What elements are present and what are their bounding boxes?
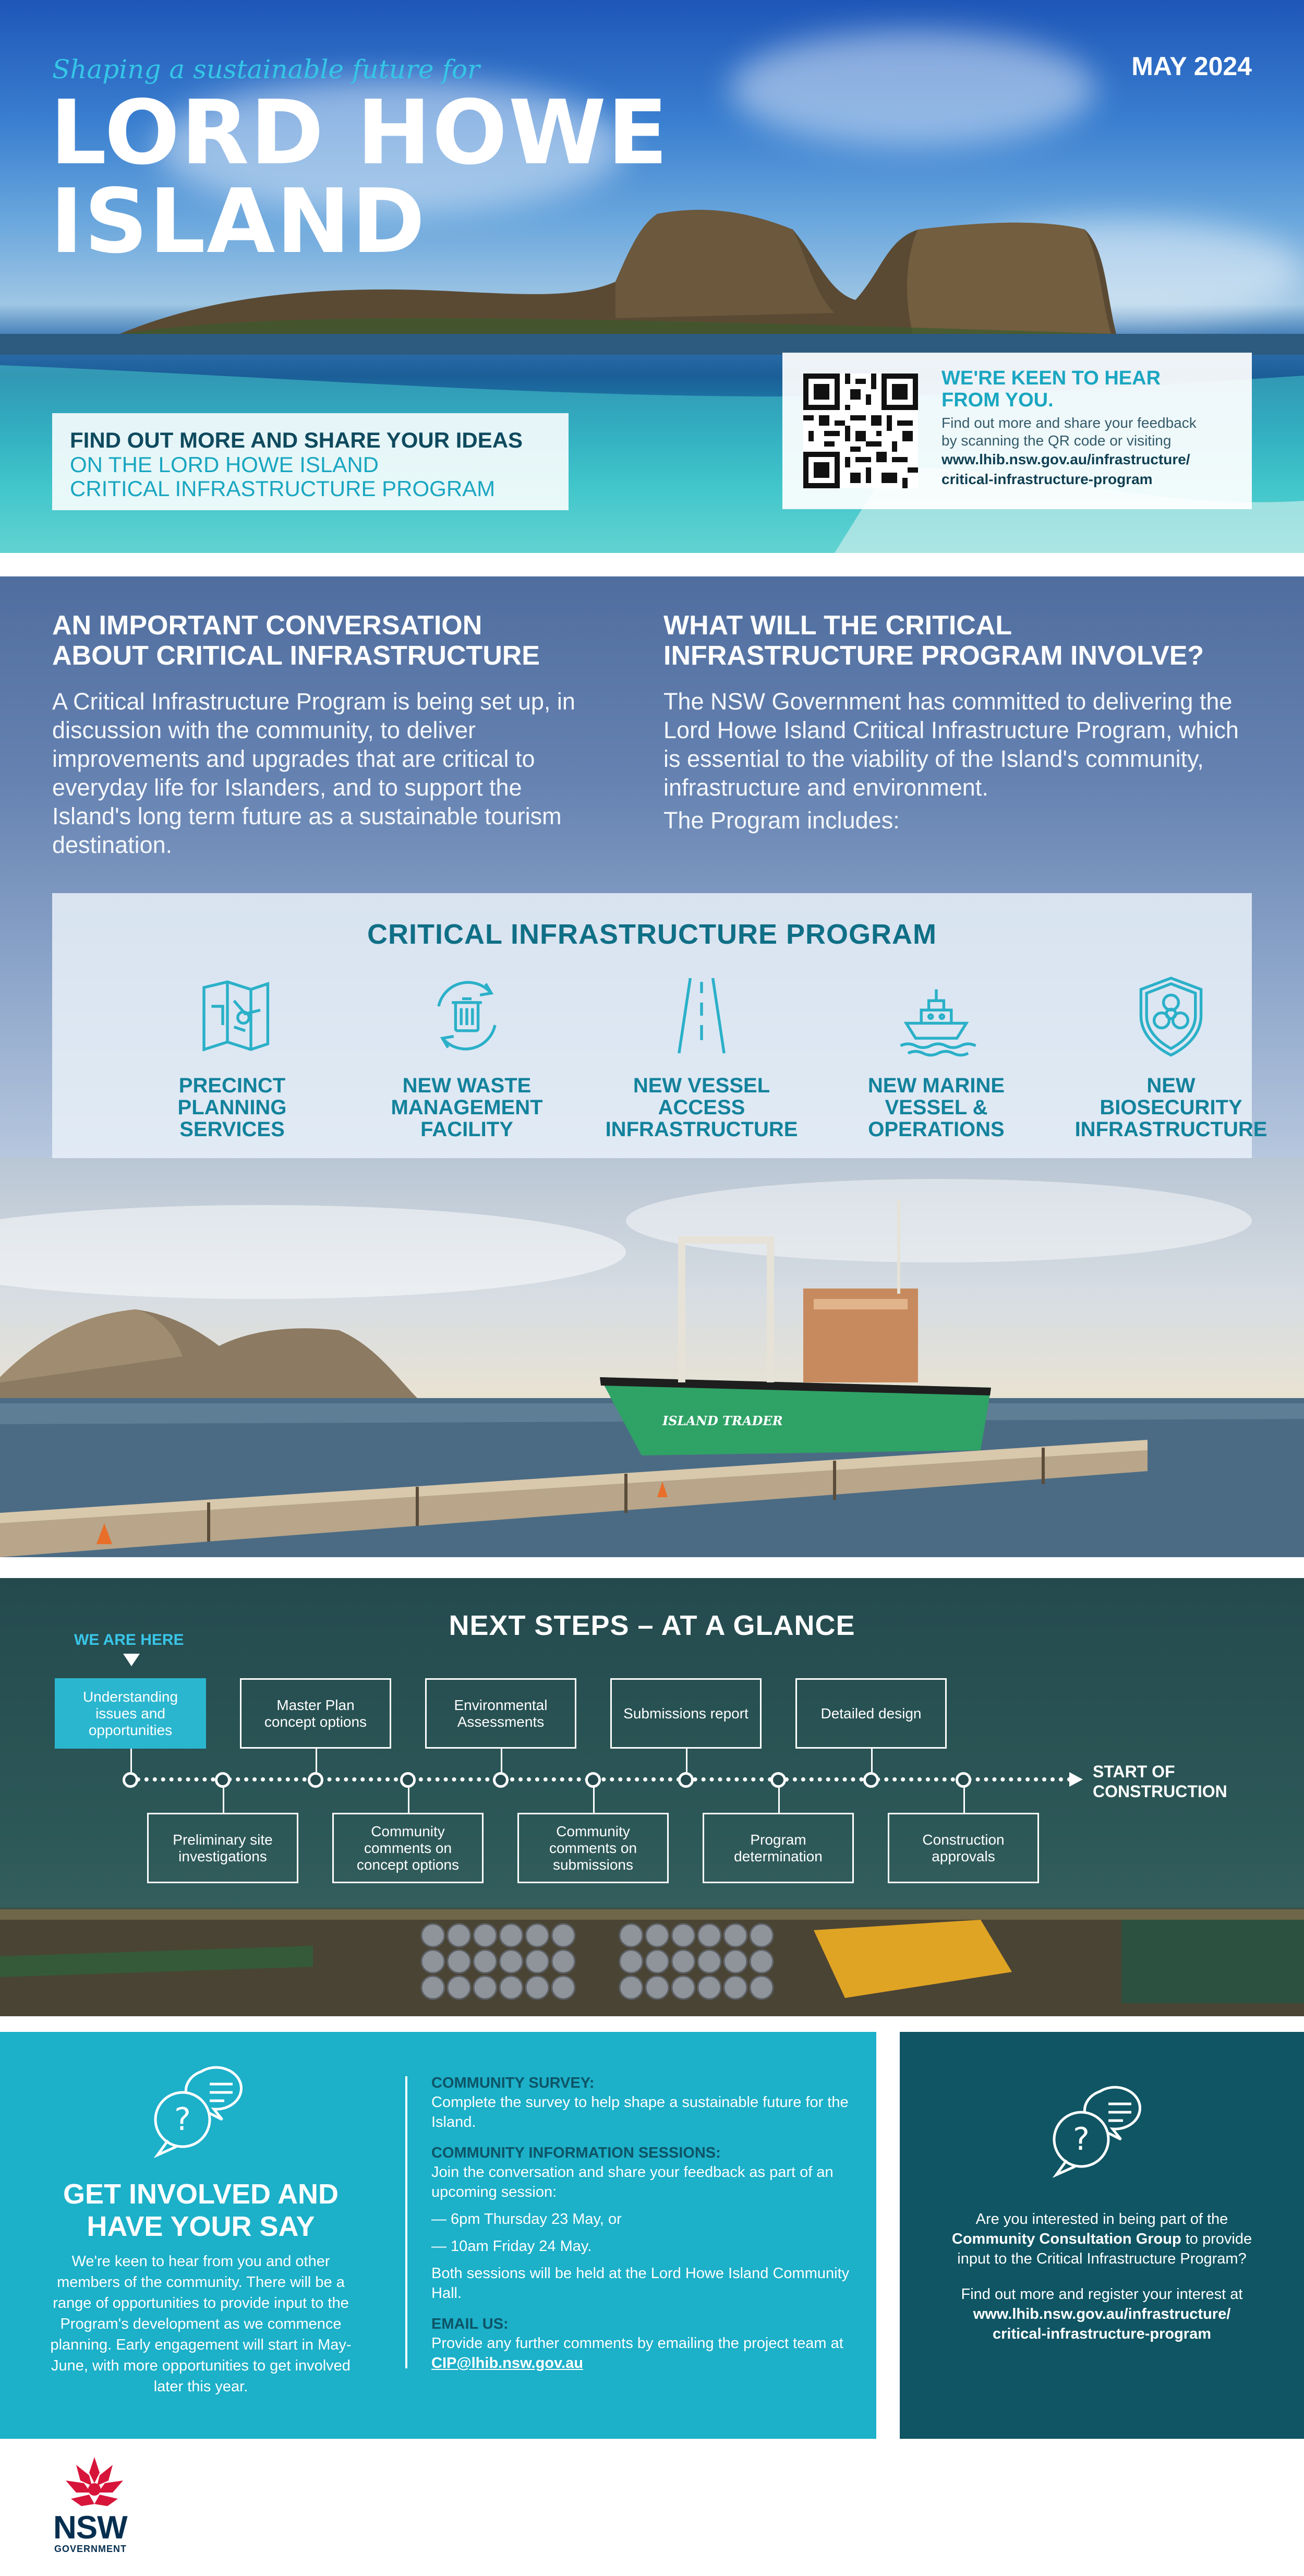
community-survey-heading: COMMUNITY SURVEY:	[431, 2075, 595, 2091]
get-involved-heading	[31, 2178, 370, 2243]
timeline-dot	[400, 1772, 416, 1788]
question-chat-icon	[141, 2059, 266, 2163]
connector-line	[501, 1749, 502, 1772]
label-line: PRECINCT	[178, 1074, 286, 1097]
logo-subtext: GOVERNMENT	[54, 2544, 127, 2554]
timeline-dot	[678, 1772, 694, 1788]
step-community-comments-submissions	[517, 1813, 669, 1883]
heading-line: HAVE YOUR SAY	[87, 2211, 315, 2242]
step-label: determination	[734, 1848, 823, 1864]
consultation-group-name: Community Consultation Group	[951, 2231, 1181, 2247]
step-detailed-design	[795, 1678, 947, 1749]
heading-line: WHAT WILL THE CRITICAL	[663, 610, 1012, 641]
step-label: Assessments	[457, 1713, 545, 1730]
step-label: Master Plan	[276, 1696, 355, 1713]
step-label: Community	[371, 1823, 445, 1839]
we-are-here-label: WE ARE HERE	[74, 1631, 184, 1648]
program-item-biosecurity	[1056, 969, 1286, 1140]
find-out-more-box	[52, 413, 569, 510]
ship-deck-photo	[0, 1909, 1304, 2016]
email-text-label: Provide any further comments by emailing the project team at	[431, 2335, 843, 2352]
step-label: approvals	[932, 1848, 995, 1864]
community-survey-text: Complete the survey to help shape a sustainable future for the Island.	[431, 2094, 849, 2130]
connector-line	[871, 1749, 873, 1772]
label-line: SERVICES	[179, 1118, 285, 1141]
step-label: issues and	[95, 1705, 165, 1722]
program-item-label	[352, 1075, 582, 1140]
label-line: INFRASTRUCTURE	[605, 1118, 798, 1141]
recycle-bin-icon	[420, 969, 514, 1063]
register-text: Find out more and register your interest at	[961, 2286, 1243, 2303]
step-preliminary-site-investigations	[147, 1813, 298, 1883]
program-item-label	[117, 1075, 347, 1140]
label-line: BIOSECURITY	[1100, 1096, 1242, 1119]
connector-line	[408, 1788, 409, 1813]
feedback-link-line[interactable]: critical-infrastructure-program	[941, 471, 1153, 487]
timeline-dot	[863, 1772, 879, 1788]
feedback-line: Find out more and share your feedback	[941, 415, 1197, 431]
conversation-heading	[52, 610, 540, 671]
divider	[405, 2076, 407, 2368]
feedback-description	[941, 414, 1244, 450]
consultation-text-part: Are you interested in being part of the	[975, 2211, 1228, 2228]
consultation-text-part: to provide input to the Critical Infrastructure Program?	[957, 2231, 1252, 2267]
program-item-label	[1056, 1075, 1286, 1140]
connector-line	[316, 1749, 317, 1772]
issue-date: MAY 2024	[1131, 52, 1252, 81]
step-label: Submissions report	[623, 1705, 748, 1722]
find-out-more-line: ON THE LORD HOWE ISLAND	[70, 452, 379, 477]
step-label: submissions	[552, 1856, 634, 1873]
find-out-more-heading: FIND OUT MORE AND SHARE YOUR IDEAS	[70, 428, 523, 452]
step-label: Detailed design	[820, 1705, 922, 1722]
label-line: PLANNING	[177, 1096, 287, 1119]
step-label: Environmental	[454, 1696, 548, 1713]
program-includes-text: The Program includes:	[663, 807, 900, 834]
timeline-dot	[956, 1772, 971, 1788]
get-involved-body: We're keen to hear from you and other members of the community. There will be a range of opportunities to provide input to the Program's development as we commence planning. Early engagement will start in May-June, with more opportunities to get involved later this year.	[50, 2253, 352, 2395]
program-item-waste-management	[352, 969, 582, 1140]
program-item-precinct-planning	[117, 969, 347, 1140]
step-label: investigations	[178, 1848, 267, 1864]
label-line: OPERATIONS	[868, 1118, 1005, 1141]
we-are-here-arrow-icon	[123, 1654, 140, 1666]
step-community-comments-concept	[332, 1813, 484, 1883]
email-heading: EMAIL US:	[431, 2316, 509, 2332]
connector-line	[963, 1788, 965, 1813]
qr-code[interactable]	[803, 374, 918, 488]
program-item-vessel-access	[587, 969, 816, 1140]
program-involve-body: The NSW Government has committed to delivering the Lord Howe Island Critical Infrastructure Program, which is essential to the viability of the Island's community, infrastructure and environment.	[663, 688, 1239, 801]
ship-icon	[889, 969, 983, 1063]
step-environmental-assessments	[425, 1678, 576, 1749]
program-title: CRITICAL INFRASTRUCTURE PROGRAM	[367, 919, 937, 950]
title-line: LORD HOWE	[50, 81, 669, 185]
feedback-box	[782, 353, 1252, 509]
step-master-plan	[240, 1678, 391, 1749]
label-line: CONSTRUCTION	[1093, 1782, 1227, 1801]
label-line: VESSEL &	[885, 1096, 988, 1119]
connector-line	[130, 1749, 132, 1772]
timeline-dot	[585, 1772, 601, 1788]
register-link[interactable]	[941, 2304, 1262, 2344]
timeline-dot	[308, 1772, 323, 1788]
program-item-label	[587, 1075, 816, 1140]
connector-line	[593, 1788, 595, 1813]
timeline-arrow-icon	[1069, 1772, 1083, 1787]
label-line: INFRASTRUCTURE	[1074, 1118, 1267, 1141]
svg-text:?: ?	[174, 2101, 191, 2138]
hero-tagline: Shaping a sustainable future for	[52, 54, 480, 85]
heading-line: INFRASTRUCTURE PROGRAM INVOLVE?	[663, 641, 1204, 671]
register-link-line[interactable]: critical-infrastructure-program	[993, 2326, 1211, 2342]
map-icon	[185, 969, 279, 1063]
feedback-heading: WE'RE KEEN TO HEAR	[941, 367, 1161, 389]
consultation-group-panel	[900, 2032, 1304, 2439]
timeline-dot	[493, 1772, 509, 1788]
feedback-heading: FROM YOU.	[941, 389, 1054, 411]
next-steps-title: NEXT STEPS – AT A GLANCE	[449, 1610, 855, 1641]
step-label: Preliminary site	[173, 1831, 273, 1848]
jetty-photo	[0, 1158, 1304, 1557]
session-item: — 6pm Thursday 23 May, or	[431, 2211, 622, 2228]
connector-line	[778, 1788, 780, 1813]
label-line: MANAGEMENT	[391, 1096, 543, 1119]
page-title	[50, 81, 669, 273]
timeline-dot	[123, 1772, 138, 1788]
label-line: FACILITY	[420, 1118, 513, 1141]
qr-code-icon	[803, 374, 918, 488]
sessions-venue: Both sessions will be held at the Lord Howe Island Community Hall.	[431, 2265, 850, 2302]
label-line: NEW MARINE	[867, 1074, 1005, 1097]
step-label: concept options	[356, 1856, 460, 1873]
feedback-link-line[interactable]: www.lhib.nsw.gov.au/infrastructure/	[941, 451, 1190, 467]
step-understanding-issues	[55, 1678, 206, 1749]
register-link-line[interactable]: www.lhib.nsw.gov.au/infrastructure/	[973, 2306, 1231, 2322]
nsw-government-logo	[50, 2452, 139, 2554]
info-sessions-text: Join the conversation and share your feedback as part of an upcoming session:	[431, 2164, 834, 2200]
step-program-determination	[703, 1813, 854, 1883]
info-sessions-heading: COMMUNITY INFORMATION SESSIONS:	[431, 2145, 721, 2161]
program-card	[52, 893, 1267, 1177]
conversation-body: A Critical Infrastructure Program is being set up, in discussion with the community, to deliver improvements and upgrades that are critical to everyday life for Islanders, and to support the Island's long term future as a sustainable tourism destination.	[52, 688, 575, 858]
road-icon	[655, 969, 748, 1063]
step-submissions-report	[610, 1678, 762, 1749]
step-label: comments on	[364, 1839, 452, 1856]
deck-illustration	[0, 1909, 1304, 2016]
label-line: NEW	[1146, 1074, 1196, 1097]
step-construction-approvals	[888, 1813, 1039, 1883]
feedback-text	[941, 367, 1244, 489]
step-label: Program	[750, 1831, 806, 1848]
step-label: concept options	[264, 1713, 367, 1730]
step-label: Understanding	[82, 1688, 178, 1705]
question-chat-icon	[1040, 2079, 1165, 2183]
engagement-details	[431, 2074, 859, 2373]
next-steps-section	[0, 1578, 1304, 2016]
svg-text:?: ?	[1073, 2121, 1090, 2158]
logo-text: NSW	[53, 2510, 127, 2546]
heading-line: GET INVOLVED AND	[63, 2178, 339, 2210]
ship-name: ISLAND TRADER	[662, 1413, 783, 1428]
email-link[interactable]: CIP@lhib.nsw.gov.au	[431, 2355, 583, 2372]
step-label: comments on	[549, 1839, 637, 1856]
find-out-more-line: CRITICAL INFRASTRUCTURE PROGRAM	[70, 476, 496, 501]
connector-line	[686, 1749, 687, 1772]
consultation-text	[941, 2209, 1262, 2344]
email-text	[431, 2333, 859, 2373]
step-label: opportunities	[88, 1722, 173, 1738]
timeline-dot	[215, 1772, 231, 1788]
feedback-link[interactable]	[941, 450, 1244, 489]
start-of-construction-label	[1093, 1762, 1227, 1801]
heading-line: AN IMPORTANT CONVERSATION	[52, 610, 482, 641]
waratah-flower-icon	[61, 2452, 128, 2509]
label-line: START OF	[1093, 1762, 1175, 1781]
get-involved-panel	[0, 2032, 876, 2439]
session-item: — 10am Friday 24 May.	[431, 2238, 592, 2255]
jetty-ship-illustration	[0, 1158, 1304, 1557]
program-item-label	[822, 1075, 1051, 1140]
program-item-marine-vessel	[822, 969, 1051, 1140]
heading-line: ABOUT CRITICAL INFRASTRUCTURE	[52, 641, 540, 671]
label-line: NEW WASTE	[402, 1074, 532, 1097]
feedback-line: by scanning the QR code or visiting	[941, 432, 1172, 449]
title-line: ISLAND	[50, 170, 426, 273]
step-label: Construction	[922, 1831, 1005, 1848]
connector-line	[223, 1788, 224, 1813]
biohazard-shield-icon	[1124, 969, 1218, 1063]
program-involve-heading	[663, 610, 1204, 671]
step-label: Community	[556, 1823, 630, 1839]
hero-banner	[0, 0, 1304, 553]
timeline-dot	[770, 1772, 786, 1788]
label-line: NEW VESSEL	[633, 1074, 770, 1097]
label-line: ACCESS	[658, 1096, 745, 1119]
